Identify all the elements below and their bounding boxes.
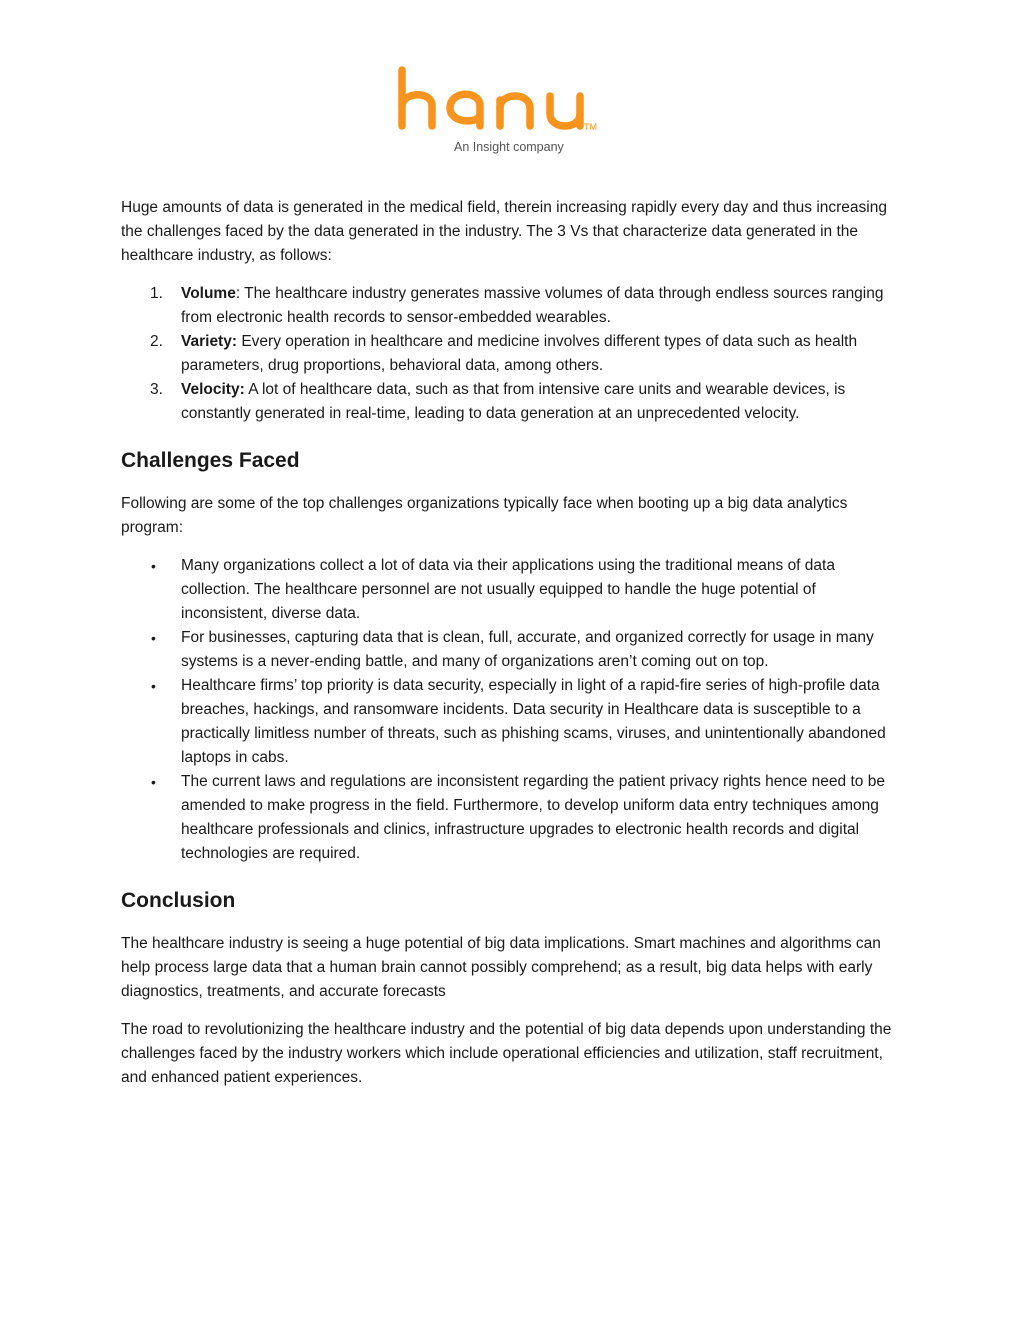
list-item bbox=[121, 626, 906, 674]
list-item-text: For businesses, capturing data that is clean, full, accurate, and organized correctly for usage in many systems is a never-ending battle, and many of organizations aren’t coming out on top. bbox=[181, 629, 874, 670]
list-item bbox=[121, 330, 906, 378]
logo-tagline: An Insight company bbox=[454, 140, 564, 154]
list-item-text: Healthcare firms’ top priority is data security, especially in light of a rapid-fire series of high-profile data breaches, hackings, and ransomware incidents. Data security in Healthcare data is susceptible to a practically limitless number of threats, such as phishing scams, viruses, and unintentionally abandoned laptops in cabs. bbox=[181, 677, 886, 766]
conclusion-paragraph: The road to revolutionizing the healthcare industry and the potential of big data depends upon understanding the challenges faced by the industry workers which include operational efficiencies and utilization, staff recruitment, and enhanced patient experiences. bbox=[121, 1021, 892, 1086]
list-item-text: The healthcare industry generates massive volumes of data through endless sources ranging from electronic health records to sensor-embedded wearables. bbox=[181, 285, 884, 326]
list-item bbox=[121, 282, 906, 330]
bullet-icon: • bbox=[151, 558, 156, 574]
bullet-icon: • bbox=[151, 678, 156, 694]
three-vs-list bbox=[121, 282, 906, 426]
challenges-intro: Following are some of the top challenges organizations typically face when booting up a big data analytics program: bbox=[121, 495, 848, 536]
list-number: 3. bbox=[150, 381, 163, 398]
document-body bbox=[121, 196, 906, 1104]
list-item-text: A lot of healthcare data, such as that from intensive care units and wearable devices, is constantly generated in real-time, leading to data generation at an unprecedented velocity. bbox=[181, 381, 846, 422]
list-item-text: The current laws and regulations are inconsistent regarding the patient privacy rights hence need to be amended to make progress in the field. Furthermore, to develop uniform data entry techniques among healthcare professionals and clinics, infrastructure upgrades to electronic health records and digital technologies are required. bbox=[181, 773, 885, 862]
term-volume: Volume bbox=[181, 285, 236, 302]
hanu-logo-mark bbox=[396, 62, 606, 158]
conclusion-paragraph: The healthcare industry is seeing a huge potential of big data implications. Smart machines and algorithms can help process large data that a human brain cannot possibly comprehend; as a result, big data helps with early diagnostics, treatments, and accurate forecasts bbox=[121, 935, 881, 1000]
intro-paragraph: Huge amounts of data is generated in the medical field, therein increasing rapidly every day and thus increasing the challenges faced by the data generated in the industry. The 3 Vs that characterize data generated in the healthcare industry, as follows: bbox=[121, 199, 887, 264]
list-item bbox=[121, 674, 906, 770]
trademark-mark: TM bbox=[584, 122, 597, 132]
hanu-logo bbox=[396, 62, 606, 158]
challenges-list bbox=[121, 554, 906, 866]
list-number: 2. bbox=[150, 333, 163, 350]
bullet-icon: • bbox=[151, 774, 156, 790]
term-variety: Variety: bbox=[181, 333, 238, 350]
term-velocity: Velocity: bbox=[181, 381, 245, 398]
bullet-icon: • bbox=[151, 630, 156, 646]
list-item bbox=[121, 770, 906, 866]
term-separator: : bbox=[235, 285, 241, 302]
list-item bbox=[121, 378, 906, 426]
list-item bbox=[121, 554, 906, 626]
conclusion-heading: Conclusion bbox=[121, 889, 236, 912]
list-item-text: Many organizations collect a lot of data via their applications using the traditional means of data collection. The healthcare personnel are not usually equipped to handle the huge potential of inconsistent, diverse data. bbox=[181, 557, 835, 622]
challenges-heading: Challenges Faced bbox=[121, 449, 300, 472]
list-item-text: Every operation in healthcare and medicine involves different types of data such as health parameters, drug proportions, behavioral data, among others. bbox=[181, 333, 858, 374]
list-number: 1. bbox=[150, 285, 163, 302]
